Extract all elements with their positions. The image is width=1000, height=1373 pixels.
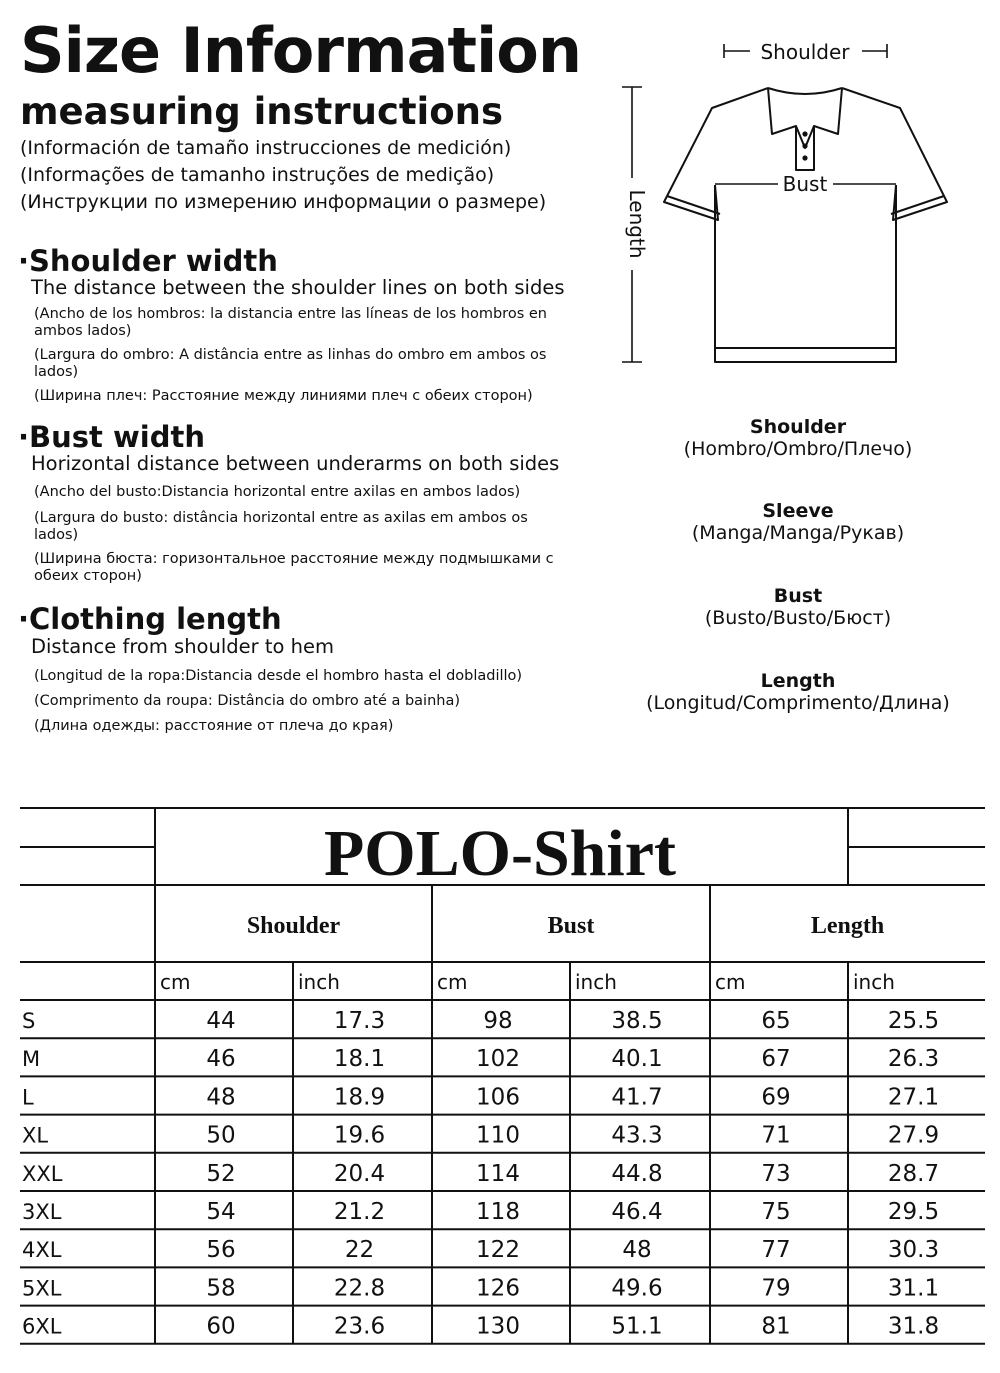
size-value: 98 <box>483 1008 513 1034</box>
size-value: 126 <box>476 1275 520 1302</box>
legend-term: Sleeve <box>762 500 834 522</box>
size-value: 44.8 <box>611 1160 663 1187</box>
size-value: 25.5 <box>887 1008 940 1034</box>
legend-translation: (Hombro/Ombro/Плечо) <box>683 438 913 460</box>
size-label: XXL <box>22 1161 63 1186</box>
size-value: 31.1 <box>887 1275 940 1302</box>
size-label: S <box>22 1009 36 1033</box>
unit-header: inch <box>853 970 895 994</box>
size-value: 79 <box>761 1275 791 1302</box>
legend-term: Shoulder <box>749 416 847 438</box>
size-value: 41.7 <box>611 1084 663 1111</box>
size-label: 6XL <box>22 1314 62 1339</box>
section-note-shoulder-es: (Ancho de los hombros: la distancia entre las líneas de los hombros en ambos lados) <box>34 306 547 339</box>
shoulder-label: Shoulder <box>760 40 850 64</box>
polo-shirt-diagram <box>600 30 980 375</box>
size-value: 114 <box>476 1160 520 1187</box>
page-title: Size Information <box>20 14 582 87</box>
size-value: 49.6 <box>611 1275 663 1302</box>
size-value: 81 <box>761 1313 791 1340</box>
group-header: Bust <box>547 913 595 939</box>
page-subtitle: measuring instructions <box>20 90 504 133</box>
size-value: 130 <box>476 1313 520 1340</box>
size-value: 22.8 <box>333 1275 386 1302</box>
size-table <box>0 790 1000 1350</box>
size-value: 17.3 <box>333 1008 386 1034</box>
size-value: 30.3 <box>887 1237 940 1264</box>
legend-item-shoulder <box>628 416 968 460</box>
size-value: 38.5 <box>611 1008 663 1034</box>
size-value: 21.2 <box>333 1199 386 1225</box>
group-header: Length <box>810 913 885 939</box>
section-heading-length: ·Clothing length <box>18 602 282 636</box>
section-note-shoulder-pt: (Largura do ombro: A distância entre as linhas do ombro em ambos os lados) <box>34 347 547 380</box>
section-note-length-es: (Longitud de la ropa:Distancia desde el hombro hasta el dobladillo) <box>34 668 523 684</box>
size-value: 52 <box>206 1160 236 1187</box>
size-value: 50 <box>206 1122 236 1149</box>
section-desc-bust: Horizontal distance between underarms on both sides <box>31 452 560 475</box>
section-heading-bust: ·Bust width <box>18 420 205 454</box>
size-value: 29.5 <box>887 1199 940 1225</box>
unit-header: cm <box>715 970 746 994</box>
placket-buttons <box>802 131 807 160</box>
section-note-bust-ru: (Ширина бюста: горизонтальное расстояние между подмышками с обеих сторон) <box>34 551 554 584</box>
size-value: 54 <box>206 1199 236 1225</box>
size-value: 20.4 <box>333 1160 386 1187</box>
section-note-bust-es: (Ancho del busto:Distancia horizontal entre axilas en ambos lados) <box>34 484 521 500</box>
legend-item-bust <box>628 585 968 629</box>
size-label: 3XL <box>22 1200 62 1224</box>
size-value: 46 <box>206 1046 236 1073</box>
legend-translation: (Longitud/Comprimento/Длина) <box>646 692 950 714</box>
section-note-bust-pt: (Largura do busto: distância horizontal entre as axilas em ambos os lados) <box>34 510 528 543</box>
size-value: 58 <box>206 1275 236 1302</box>
table-cells <box>22 913 939 1340</box>
size-value: 71 <box>761 1122 791 1149</box>
size-value: 110 <box>476 1122 520 1149</box>
size-value: 77 <box>761 1237 791 1264</box>
size-label: 4XL <box>22 1238 62 1263</box>
size-value: 118 <box>476 1199 520 1225</box>
size-value: 27.1 <box>887 1084 940 1111</box>
size-label: XL <box>22 1123 49 1148</box>
size-value: 69 <box>761 1084 791 1111</box>
size-value: 44 <box>206 1008 236 1034</box>
size-value: 27.9 <box>887 1122 940 1149</box>
size-label: M <box>22 1047 41 1072</box>
size-value: 31.8 <box>887 1313 940 1340</box>
legend-term: Length <box>760 670 836 692</box>
size-value: 46.4 <box>611 1199 663 1225</box>
unit-header: inch <box>575 970 617 994</box>
size-value: 122 <box>476 1237 520 1264</box>
table-title: POLO-Shirt <box>323 817 677 890</box>
section-note-length-pt: (Comprimento da roupa: Distância do ombro até a bainha) <box>34 693 461 709</box>
size-label: 5XL <box>22 1276 62 1301</box>
size-value: 26.3 <box>887 1046 940 1073</box>
subtitle-translation-ru: (Инструкции по измерению информации о размере) <box>20 191 547 213</box>
section-desc-shoulder: The distance between the shoulder lines on both sides <box>31 276 565 299</box>
legend-term: Bust <box>773 585 823 607</box>
size-value: 51.1 <box>611 1313 663 1340</box>
shirt-outline <box>664 88 947 362</box>
legend-translation: (Manga/Manga/Рукав) <box>691 522 905 544</box>
size-value: 56 <box>206 1237 236 1264</box>
size-value: 65 <box>761 1008 791 1034</box>
size-value: 22 <box>344 1237 375 1264</box>
bust-label: Bust <box>782 172 828 196</box>
unit-header: inch <box>298 970 340 994</box>
section-heading-shoulder: ·Shoulder width <box>18 244 278 278</box>
section-note-length-ru: (Длина одежды: расстояние от плеча до края) <box>34 718 394 734</box>
length-label: Length <box>625 189 649 259</box>
size-value: 102 <box>476 1046 520 1073</box>
size-value: 60 <box>206 1313 236 1340</box>
legend-translation: (Busto/Busto/Бюст) <box>704 607 892 629</box>
size-value: 48 <box>206 1084 236 1111</box>
section-desc-length: Distance from shoulder to hem <box>31 635 334 658</box>
size-value: 48 <box>622 1237 652 1264</box>
size-value: 43.3 <box>611 1122 663 1149</box>
legend-item-length <box>628 670 968 714</box>
size-value: 19.6 <box>333 1122 386 1149</box>
size-label: L <box>22 1085 34 1110</box>
size-value: 23.6 <box>333 1313 386 1340</box>
section-note-shoulder-ru: (Ширина плеч: Расстояние между линиями плеч с обеих сторон) <box>34 388 533 404</box>
size-value: 18.1 <box>333 1046 386 1073</box>
size-value: 106 <box>476 1084 520 1111</box>
size-value: 28.7 <box>887 1160 940 1187</box>
size-value: 73 <box>761 1160 791 1187</box>
unit-header: cm <box>437 970 468 994</box>
subtitle-translation-es: (Información de tamaño instrucciones de medición) <box>20 137 512 159</box>
unit-header: cm <box>160 970 191 994</box>
size-value: 75 <box>761 1199 791 1225</box>
size-value: 67 <box>761 1046 791 1073</box>
size-value: 18.9 <box>333 1084 386 1111</box>
group-header: Shoulder <box>246 913 341 939</box>
legend-item-sleeve <box>628 500 968 544</box>
subtitle-translation-pt: (Informações de tamanho instruções de medição) <box>20 164 495 186</box>
size-value: 40.1 <box>611 1046 663 1073</box>
